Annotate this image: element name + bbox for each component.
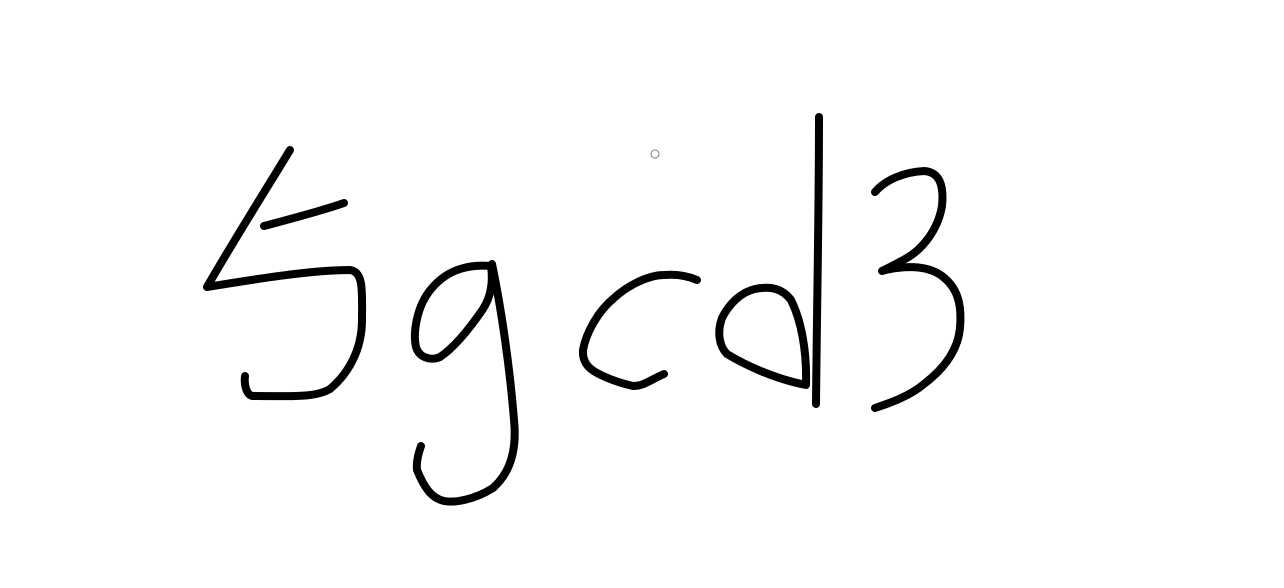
glyph-d-stroke-2 xyxy=(816,117,819,404)
